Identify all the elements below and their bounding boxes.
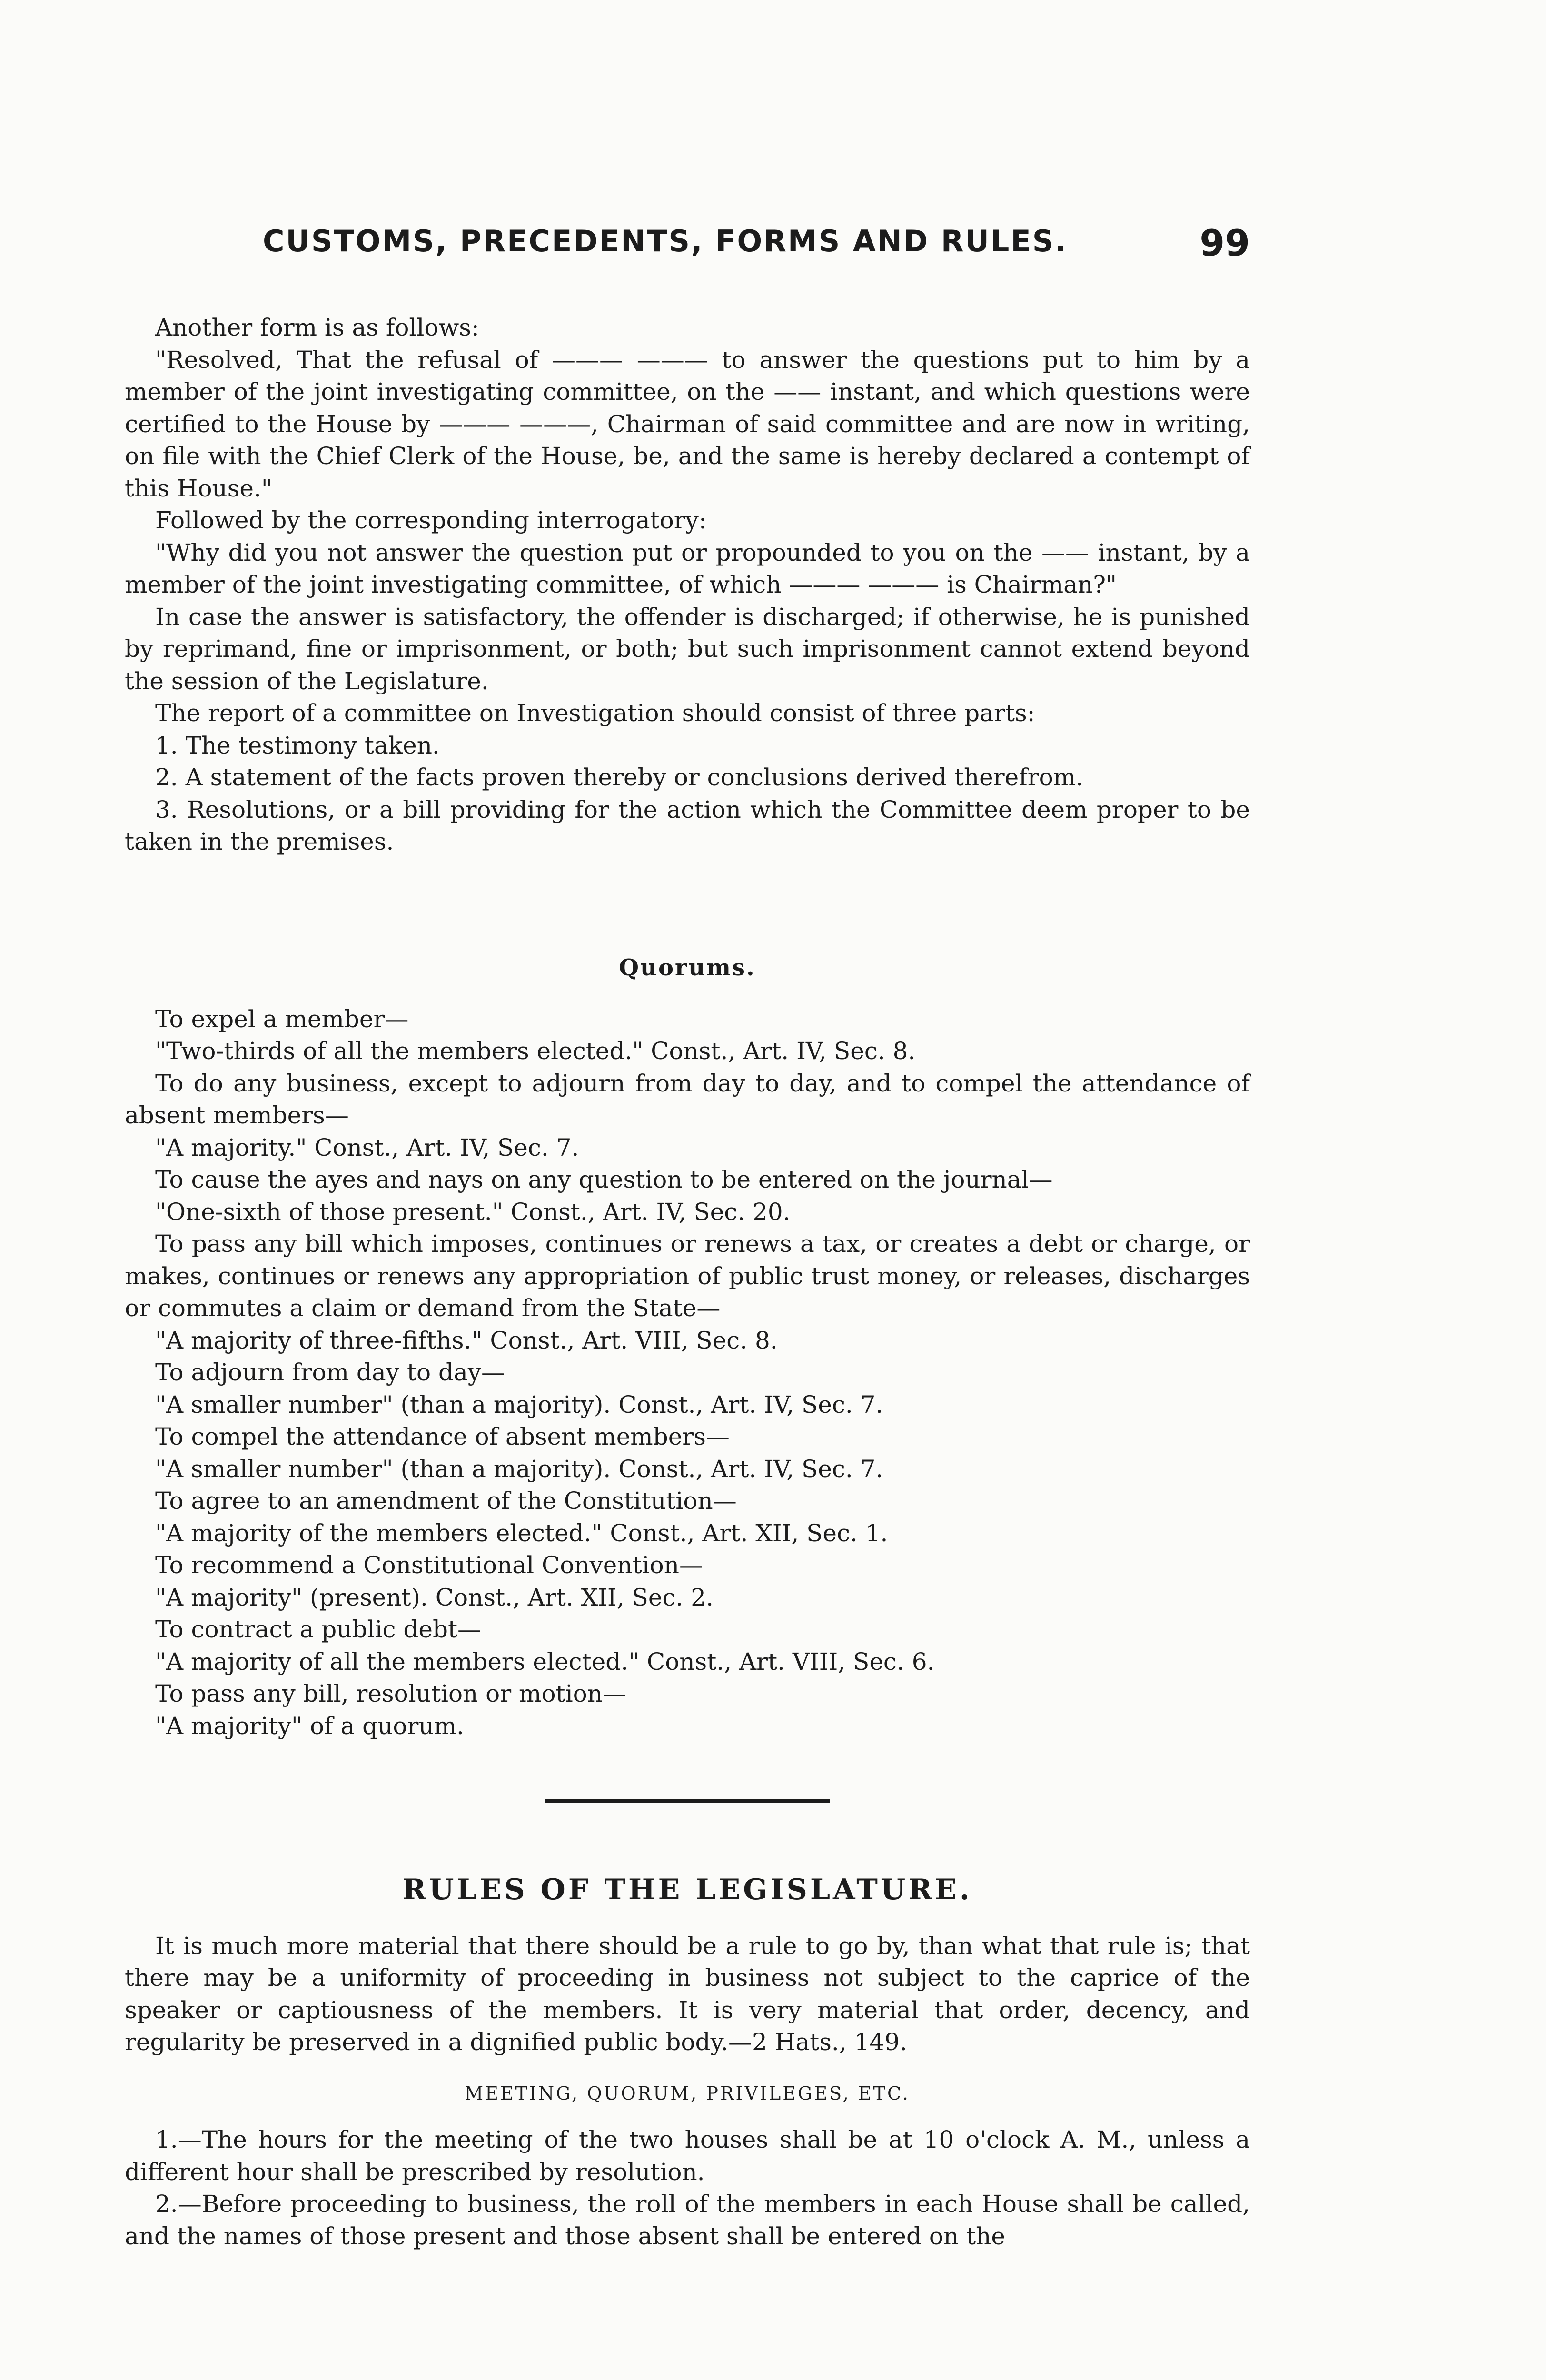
quorum-line: To compel the attendance of absent members—	[155, 1423, 730, 1450]
interrogatory-intro: Followed by the corresponding interrogatory:	[155, 506, 707, 534]
quorum-line: "A majority." Const., Art. IV, Sec. 7.	[155, 1133, 579, 1161]
quorum-line: To adjourn from day to day—	[155, 1359, 505, 1386]
quorum-line: To cause the ayes and nays on any question to be entered on the journal—	[155, 1166, 1053, 1193]
rule-1: 1.—The hours for the meeting of the two houses shall be at 10 o'clock A. M., unless a different hour shall be prescribed by resolution.	[125, 2126, 1250, 2186]
quorum-line: To agree to an amendment of the Constitution—	[155, 1487, 737, 1515]
quorum-line: "A majority of three-fifths." Const., Art. VIII, Sec. 8.	[155, 1326, 778, 1354]
running-header	[125, 219, 1250, 262]
quorum-line: "A majority" (present). Const., Art. XII, Sec. 2.	[155, 1583, 714, 1611]
quorum-line: To expel a member—	[155, 1005, 409, 1033]
quorum-line: "Two-thirds of all the members elected." Const., Art. IV, Sec. 8.	[155, 1037, 916, 1065]
quorum-line: "A smaller number" (than a majority). Const., Art. IV, Sec. 7.	[155, 1390, 883, 1418]
quorum-line: To recommend a Constitutional Convention—	[155, 1551, 703, 1579]
report-part: 1. The testimony taken.	[155, 731, 440, 759]
running-title: CUSTOMS, PRECEDENTS, FORMS AND RULES.	[263, 224, 1068, 258]
forms-section	[125, 312, 1250, 858]
quorums-heading: Quorums.	[619, 954, 756, 981]
rules-subheading: MEETING, QUORUM, PRIVILEGES, ETC.	[465, 2082, 910, 2104]
report-part: 3. Resolutions, or a bill providing for the action which the Committee deem proper to be taken in the premises.	[125, 795, 1250, 855]
rules-section	[125, 1799, 1250, 2252]
rules-heading: RULES OF THE LEGISLATURE.	[402, 1873, 972, 1906]
outcome-text: In case the answer is satisfactory, the offender is discharged; if otherwise, he is punished by reprimand, fine or imprisonment, or both; but such imprisonment cannot extend beyond the session of the Legislature.	[125, 603, 1250, 695]
rule-2: 2.—Before proceeding to business, the roll of the members in each House shall be called, and the names of those present and those absent shall be entered on the	[125, 2190, 1250, 2250]
quorum-line: "A smaller number" (than a majority). Const., Art. IV, Sec. 7.	[155, 1455, 883, 1483]
quorum-line: "One-sixth of those present." Const., Art. IV, Sec. 20.	[155, 1198, 791, 1226]
quorum-line: "A majority" of a quorum.	[155, 1712, 464, 1740]
quorum-line: "A majority of all the members elected." Const., Art. VIII, Sec. 6.	[155, 1647, 935, 1676]
quorum-line: To pass any bill, resolution or motion—	[155, 1680, 626, 1707]
report-part: 2. A statement of the facts proven thereby or conclusions derived therefrom.	[155, 764, 1084, 791]
quorum-line: To do any business, except to adjourn from day to day, and to compel the attendance of absent members—	[125, 1069, 1250, 1129]
rules-intro: It is much more material that there should be a rule to go by, than what that rule is; that there may be a uniformity of proceeding in business not subject to the caprice of the speaker or captiousness of the members. It is very material that order, decency, and regularity be preserved in a dignified public body.—2 Hats., 149.	[125, 1932, 1250, 2056]
section-divider	[545, 1799, 830, 1803]
quorums-section	[125, 952, 1250, 1742]
page-number: 99	[1199, 222, 1250, 264]
report-intro: The report of a committee on Investigation should consist of three parts:	[155, 699, 1035, 727]
resolution-text: "Resolved, That the refusal of ——— ——— to answer the questions put to him by a member of the joint investigating committee, on the —— instant, and which questions were certified to the House by ——— ———, Chairman of said committee and are now in writing, on file with the Chief Clerk of the House, be, and the same is hereby declared a contempt of this House."	[125, 346, 1250, 502]
quorum-line: To pass any bill which imposes, continues or renews a tax, or creates a debt or charge, or makes, continues or renews any appropriation of public trust money, or releases, discharges or commutes a claim or demand from the State—	[125, 1230, 1250, 1322]
forms-intro: Another form is as follows:	[155, 314, 479, 341]
quorum-line: To contract a public debt—	[155, 1616, 482, 1643]
interrogatory-text: "Why did you not answer the question put or propounded to you on the —— instant, by a member of the joint investigating committee, of which ——— ——— is Chairman?"	[125, 538, 1250, 598]
quorum-line: "A majority of the members elected." Const., Art. XII, Sec. 1.	[155, 1519, 888, 1547]
